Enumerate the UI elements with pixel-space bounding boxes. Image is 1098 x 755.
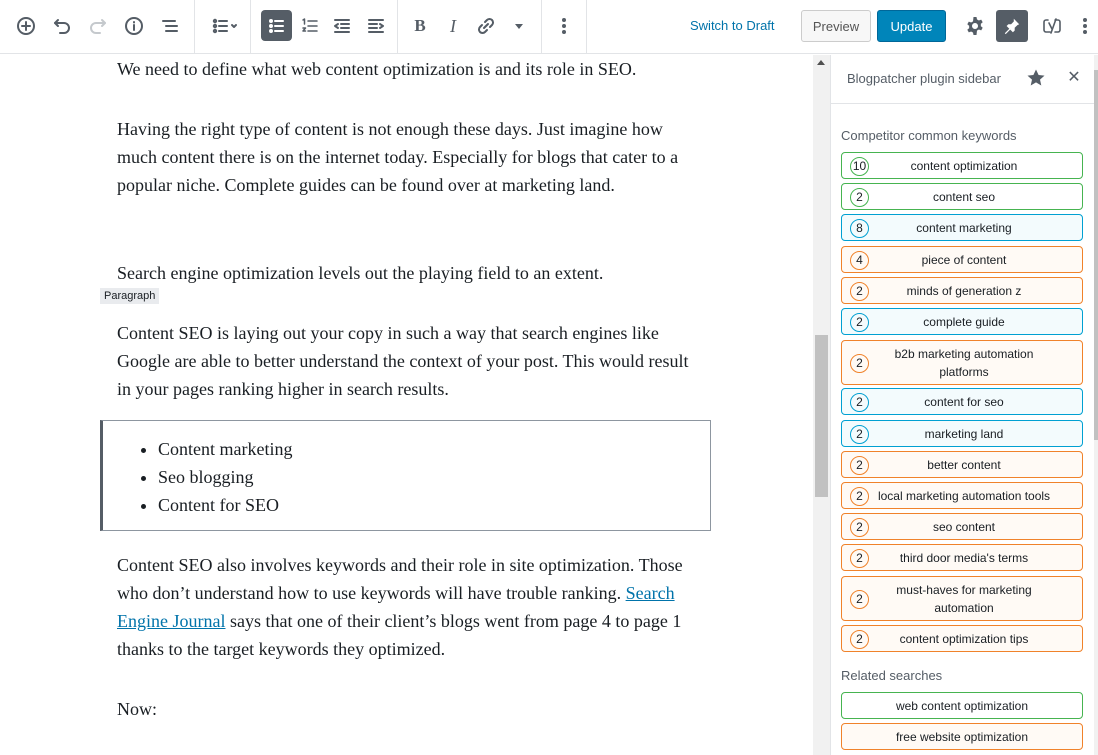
keyword-label: content for seo [924,394,1004,409]
toolbar-divider [250,0,251,54]
settings-gear-icon[interactable] [959,9,991,43]
add-block-icon[interactable] [10,9,42,43]
sidebar-header [831,55,1094,104]
keyword-count-badge: 2 [850,590,869,609]
scrollbar-thumb[interactable] [1094,70,1098,440]
paragraph-block[interactable]: Having the right type of content is not enough these days. Just imagine how much content there is on the internet today. Especially for blogs that cater to a popular niche. Complete guides can be found over at marketing land. [117,119,679,195]
keyword-chip[interactable] [841,388,1083,415]
keyword-label: must-haves for marketing automation [896,582,1032,615]
toolbar-divider [541,0,542,54]
keyword-label: better content [927,457,1001,472]
keyword-count-badge: 10 [850,157,869,176]
keyword-count-badge: 2 [850,630,869,649]
keyword-chip[interactable] [841,277,1083,304]
keyword-label: piece of content [921,252,1007,267]
outdent-icon[interactable] [326,9,358,43]
search-engine-journal-link[interactable]: Search Engine Journal [117,583,675,631]
preview-button[interactable]: Preview [801,10,871,42]
keyword-label: third door media's terms [899,550,1029,565]
paragraph-block[interactable]: We need to define what web content optimization is and its role in SEO. [117,59,637,79]
keyword-chip[interactable] [841,576,1083,621]
info-icon[interactable] [118,9,150,43]
plugin-pin-icon[interactable] [996,10,1028,42]
keyword-label: content seo [932,189,996,204]
keyword-chip[interactable] [841,544,1083,571]
related-searches-heading: Related searches [841,668,943,683]
keyword-label: b2b marketing automation platforms [894,346,1034,379]
link-icon[interactable] [470,9,502,43]
redo-icon[interactable] [82,9,114,43]
indent-icon[interactable] [360,9,392,43]
editor-scrollbar[interactable] [813,55,830,755]
editor-toolbar [0,0,1098,54]
keyword-chip[interactable] [841,152,1083,179]
keyword-chip[interactable] [841,513,1083,540]
bold-button[interactable]: B [414,16,426,35]
yoast-icon[interactable] [1036,9,1068,43]
keyword-label: content optimization [910,158,1018,173]
list-block[interactable] [100,420,711,531]
related-search-chip[interactable]: web content optimization [841,692,1083,719]
keyword-count-badge: 2 [850,549,869,568]
italic-button[interactable]: I [450,15,456,36]
toolbar-divider [194,0,195,54]
list-item[interactable]: • Content for SEO [158,491,292,519]
keyword-chip[interactable] [841,420,1083,447]
ordered-list-icon[interactable] [294,9,326,43]
list-style-dropdown-icon[interactable] [205,9,245,43]
paragraph-text: Content SEO also involves keywords and their role in site optimization. Those who don’t understand how to use keywords will have trouble ranking. [117,555,683,603]
keyword-count-badge: 2 [850,188,869,207]
keyword-chip[interactable] [841,246,1083,273]
keyword-label: local marketing automation tools [877,488,1051,503]
list-item[interactable]: • Content marketing [158,435,292,463]
list-item[interactable]: • Seo blogging [158,463,292,491]
scroll-up-arrow-icon[interactable] [817,60,825,65]
scrollbar-thumb[interactable] [815,335,828,497]
keyword-label: complete guide [923,314,1005,329]
sidebar-title: Blogpatcher plugin sidebar [847,71,1001,86]
competitor-keywords-heading: Competitor common keywords [841,128,1017,143]
toolbar-divider [586,0,587,54]
block-type-label: Paragraph [100,288,159,304]
keyword-chip[interactable] [841,451,1083,478]
sidebar-scrollbar[interactable] [1094,55,1098,755]
undo-icon[interactable] [46,9,78,43]
keyword-label: marketing land [924,426,1004,441]
keyword-chip[interactable] [841,482,1083,509]
keyword-count-badge: 4 [850,251,869,270]
keyword-chip[interactable] [841,625,1083,652]
keyword-count-badge: 2 [850,354,869,373]
keyword-count-badge: 2 [850,518,869,537]
keyword-count-badge: 2 [850,313,869,332]
more-tools-icon[interactable] [1072,9,1098,43]
keyword-chip[interactable] [841,183,1083,210]
plugin-sidebar [830,55,1094,755]
keyword-count-badge: 2 [850,487,869,506]
paragraph-block[interactable]: Content SEO is laying out your copy in such a way that search engines like Google are able to better understand the context of your post. This would result in your pages ranking higher in search results. [117,323,689,399]
keyword-chip[interactable] [841,214,1083,241]
keyword-count-badge: 2 [850,456,869,475]
paragraph-block[interactable] [117,551,707,663]
unordered-list-icon[interactable] [261,10,292,41]
keyword-count-badge: 2 [850,425,869,444]
toolbar-divider [397,0,398,54]
star-icon[interactable] [1026,68,1046,88]
block-navigation-icon[interactable] [154,9,186,43]
close-icon[interactable]: ✕ [1067,69,1081,86]
keyword-label: minds of generation z [906,283,1022,298]
update-button[interactable]: Update [877,10,946,42]
keyword-count-badge: 8 [850,219,869,238]
keyword-count-badge: 2 [850,393,869,412]
keyword-chip[interactable] [841,340,1083,385]
related-search-chip[interactable]: free website optimization [841,723,1083,750]
switch-to-draft-link[interactable]: Switch to Draft [690,18,775,33]
keyword-chip[interactable] [841,308,1083,335]
keyword-label: content optimization tips [899,631,1029,646]
editor-canvas [0,55,813,755]
keyword-label: content marketing [916,220,1012,235]
paragraph-block[interactable]: Now: [117,699,157,719]
keyword-label: seo content [932,519,996,534]
keyword-count-badge: 2 [850,282,869,301]
paragraph-block[interactable]: Search engine optimization levels out the playing field to an extent. [117,263,604,283]
more-options-icon[interactable] [548,9,580,43]
paragraph-text: says that one of their client’s blogs went from page 4 to page 1 thanks to the target keywords they optimized. [117,611,682,659]
more-formatting-chevron-icon[interactable] [503,9,535,43]
